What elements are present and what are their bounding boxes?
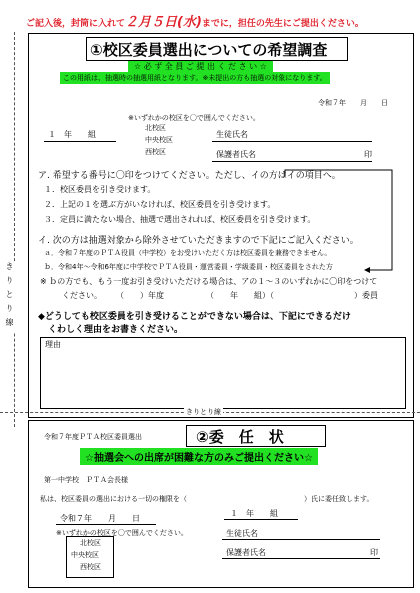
form1-reason-prompt-2: くわしく理由をお書きください。 — [48, 325, 184, 335]
form1-required-banner: ☆ 必 ず 全 員 ご 提 出 く だ さ い ☆ — [128, 61, 273, 72]
form1-exclusion-b: ｂ．令和4年～令和6年度に中学校でＰＴＡ役員・運営委員・学級委員・校区委員をされた方 — [44, 263, 333, 271]
form1-option-2[interactable]: ２．上記の１を選ぶ方がいなければ、校区委員を引き受けます。 — [44, 200, 276, 209]
form1-district-central: 中央校区 — [145, 136, 173, 144]
form2-district-central: 中央校区 — [71, 551, 99, 559]
header-date: ２月５日(水) — [125, 15, 202, 30]
form2-org-label: 令和７年度ＰＴＡ校区委員選出 — [44, 433, 142, 441]
form1-section-i: イ. 次の方は抽選対象から除外させていただきますので下記にご記入ください。 — [38, 236, 359, 246]
form2-guardian-name-label: 保護者氏名 — [226, 548, 266, 557]
form1-district-north: 北校区 — [145, 124, 166, 132]
form1-note-b-please: ください。 — [62, 291, 102, 300]
form1-seal: 印 — [364, 150, 372, 159]
form2-district-north: 北校区 — [80, 539, 101, 547]
form1-year-field[interactable]: （ ）年度 — [116, 291, 164, 300]
form1-exclusion-a: ａ．令和７年度のＰＴＡ役員（中学校）をお受けいただく方は校区委員を兼務できません。 — [44, 249, 332, 257]
form1-reason-box[interactable] — [40, 337, 406, 409]
form2-student-name-label: 生徒氏名 — [226, 529, 258, 538]
form1-option-3[interactable]: ３．定員に満たない場合、抽選で選出されれば、校区委員を引き受けます。 — [44, 215, 316, 224]
form1-district-west: 西校区 — [145, 148, 166, 156]
form1-student-name-label: 生徒氏名 — [216, 130, 248, 139]
cut-line-label: きりとり線 — [186, 408, 221, 416]
form1-committee-field[interactable]: ）委員 — [354, 291, 378, 300]
form2-statement-b: ）氏に委任致します。 — [304, 495, 374, 503]
header-prefix: ご記入後，封筒に入れて — [26, 19, 126, 29]
form1-reason-label: 理由 — [45, 340, 61, 349]
form1-option-1[interactable]: １．校区委員を引き受けます。 — [44, 185, 156, 194]
form1-guardian-name-label: 保護者氏名 — [216, 150, 256, 159]
form2-grade: １ 年 組 — [230, 509, 278, 518]
form2-banner: ☆抽選会への出席が困難な方のみご提出ください☆ — [80, 448, 318, 465]
form1-section-a: ア. 希望する番号に〇印をつけてください。ただし、イの方はイの項目へ。 — [38, 171, 341, 181]
form2-date: 令和７年 月 日 — [60, 514, 140, 523]
form1-note-b-line1: ※ ｂの方でも、もう一度お引き受けいただける場合は、アの１～３のいずれかに〇印をつけて — [40, 277, 378, 286]
form1-note: この用紙は、抽選時の抽選用紙となります。※未提出の方も抽選の対象になります。 — [60, 72, 330, 84]
side-cut-label: きりとり線 — [5, 262, 14, 332]
form2-guardian-name-line[interactable] — [222, 558, 380, 559]
form1-reason-prompt-1: ◆どうしても校区委員を引き受けることができない場合は、下記にできるだけ — [38, 312, 351, 322]
form2-addressee: 第一中学校 ＰＴＡ会長様 — [44, 476, 128, 484]
form2-statement-a: 私は、校区委員の選出における一切の権限を（ — [40, 495, 187, 503]
form1-class-field[interactable]: （ 年 組）（ — [206, 291, 274, 300]
form1-school-hint: ※いずれかの校区を〇で囲んでください。 — [128, 114, 260, 122]
form1-grade: １ 年 組 — [48, 130, 96, 139]
header-suffix: までに，担任の先生にご提出ください。 — [201, 19, 364, 29]
form2-title: ②委 任 状 — [196, 428, 284, 446]
form2-student-name-line[interactable] — [222, 539, 380, 540]
form2-school-hint: ※いずれかの校区を〇で囲んでください。 — [56, 529, 188, 537]
form2-seal: 印 — [370, 548, 378, 557]
form2-district-west: 西校区 — [80, 563, 101, 571]
form1-title: ①校区委員選出についての希望調査 — [90, 41, 328, 59]
form1-date: 令和７年 月 日 — [318, 99, 388, 107]
